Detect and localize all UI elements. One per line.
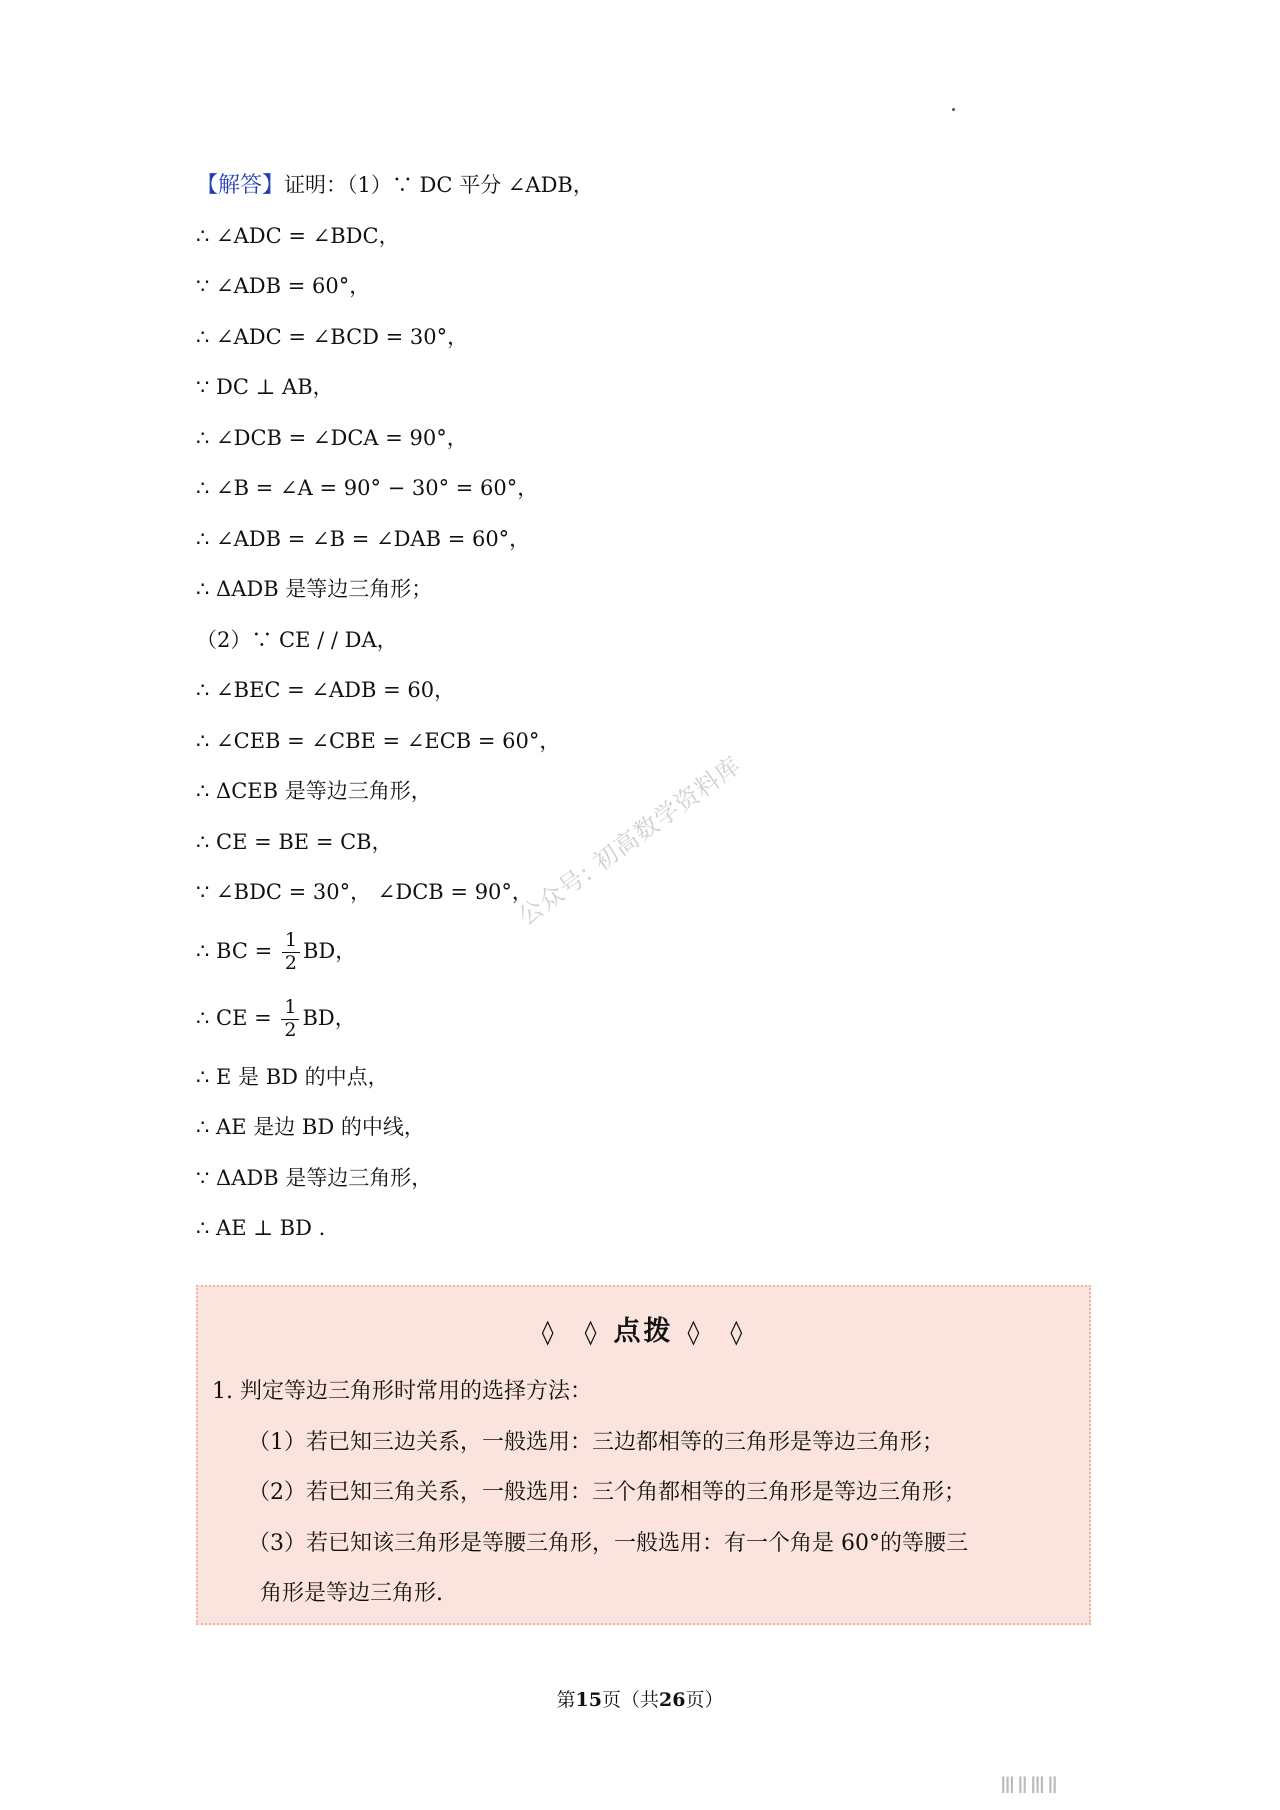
solution-line: ∴ E 是 BD 的中点， bbox=[196, 1064, 389, 1089]
page-footer: 第15页（共26页） bbox=[556, 1689, 724, 1711]
solution-block bbox=[196, 160, 1096, 1254]
watermark-text: 公众号: 初高数学资料库 bbox=[513, 750, 747, 931]
tip-line: （2）若已知三角关系，一般选用：三个角都相等的三角形是等边三角形； bbox=[248, 1480, 966, 1505]
tip-line: 角形是等边三角形. bbox=[260, 1581, 443, 1606]
fraction-denominator: 2 bbox=[284, 951, 297, 974]
solution-line: ∴ ∠B = ∠A = 90° − 30° = 60°， bbox=[196, 476, 539, 500]
solution-line: 【解答】证明：（1）∵ DC 平分 ∠ADB， bbox=[196, 173, 594, 198]
page-number: 15 bbox=[575, 1689, 602, 1711]
fraction-line: ∴ BC = $\frac{1}{2}$ BD， bbox=[196, 928, 357, 974]
tip-title-text: 点拨 bbox=[613, 1316, 674, 1347]
solution-line: ∴ ∠DCB = ∠DCA = 90°， bbox=[196, 425, 468, 450]
fraction bbox=[281, 997, 299, 1042]
stray-dot bbox=[952, 108, 955, 111]
fraction-denominator: 2 bbox=[284, 1018, 297, 1041]
diamond-icon: ◊ bbox=[584, 1318, 600, 1346]
solution-line: ∵ ΔADB 是等边三角形， bbox=[196, 1165, 433, 1190]
solution-line: ∴ AE ⊥ BD . bbox=[196, 1216, 326, 1240]
tip-line: 1. 判定等边三角形时常用的选择方法： bbox=[212, 1379, 592, 1404]
solution-line: ∴ ∠ADC = ∠BCD = 30°， bbox=[196, 324, 469, 349]
diamond-icon: ◊ bbox=[687, 1318, 703, 1346]
fraction-line: ∴ CE = $\frac{1}{2}$ BD， bbox=[196, 995, 356, 1041]
tip-line: （3）若已知该三角形是等腰三角形，一般选用：有一个角是 60°的等腰三 bbox=[248, 1530, 968, 1556]
solution-line: ∵ ∠BDC = 30°， ∠DCB = 90°， bbox=[196, 880, 533, 904]
solution-line: ∵ DC ⊥ AB， bbox=[196, 375, 334, 399]
solution-line: ∴ ΔADB 是等边三角形； bbox=[196, 577, 433, 601]
page-total: 26 bbox=[659, 1689, 686, 1711]
solution-line: ∵ ∠ADB = 60°， bbox=[196, 274, 371, 298]
solution-label: 【解答】 bbox=[196, 173, 285, 198]
solution-line: ∴ CE = BE = CB， bbox=[196, 829, 393, 854]
fraction bbox=[282, 930, 300, 975]
tip-line: （1）若已知三边关系，一般选用：三边都相等的三角形是等边三角形； bbox=[248, 1429, 944, 1455]
solution-line: （2）∵ CE / / DA， bbox=[196, 627, 398, 652]
tip-body bbox=[212, 1367, 1082, 1620]
solution-line: ∴ ΔCEB 是等边三角形， bbox=[196, 779, 432, 803]
tip-box bbox=[196, 1285, 1091, 1625]
diamond-icon: ◊ bbox=[541, 1318, 557, 1346]
solution-line: ∴ ∠ADB = ∠B = ∠DAB = 60°， bbox=[196, 526, 531, 551]
solution-line: ∴ AE 是边 BD 的中线， bbox=[196, 1115, 425, 1139]
fraction-numerator: 1 bbox=[282, 930, 300, 953]
solution-line: ∴ ∠CEB = ∠CBE = ∠ECB = 60°， bbox=[196, 728, 561, 753]
fraction-numerator: 1 bbox=[281, 997, 299, 1020]
solution-line: ∴ ∠ADC = ∠BDC， bbox=[196, 223, 400, 248]
diamond-icon: ◊ bbox=[730, 1318, 746, 1346]
brand-watermark: ⅢⅡⅢⅡ bbox=[1000, 1774, 1060, 1799]
solution-line: ∴ ∠BEC = ∠ADB = 60， bbox=[196, 678, 456, 702]
tip-title bbox=[198, 1309, 1089, 1348]
